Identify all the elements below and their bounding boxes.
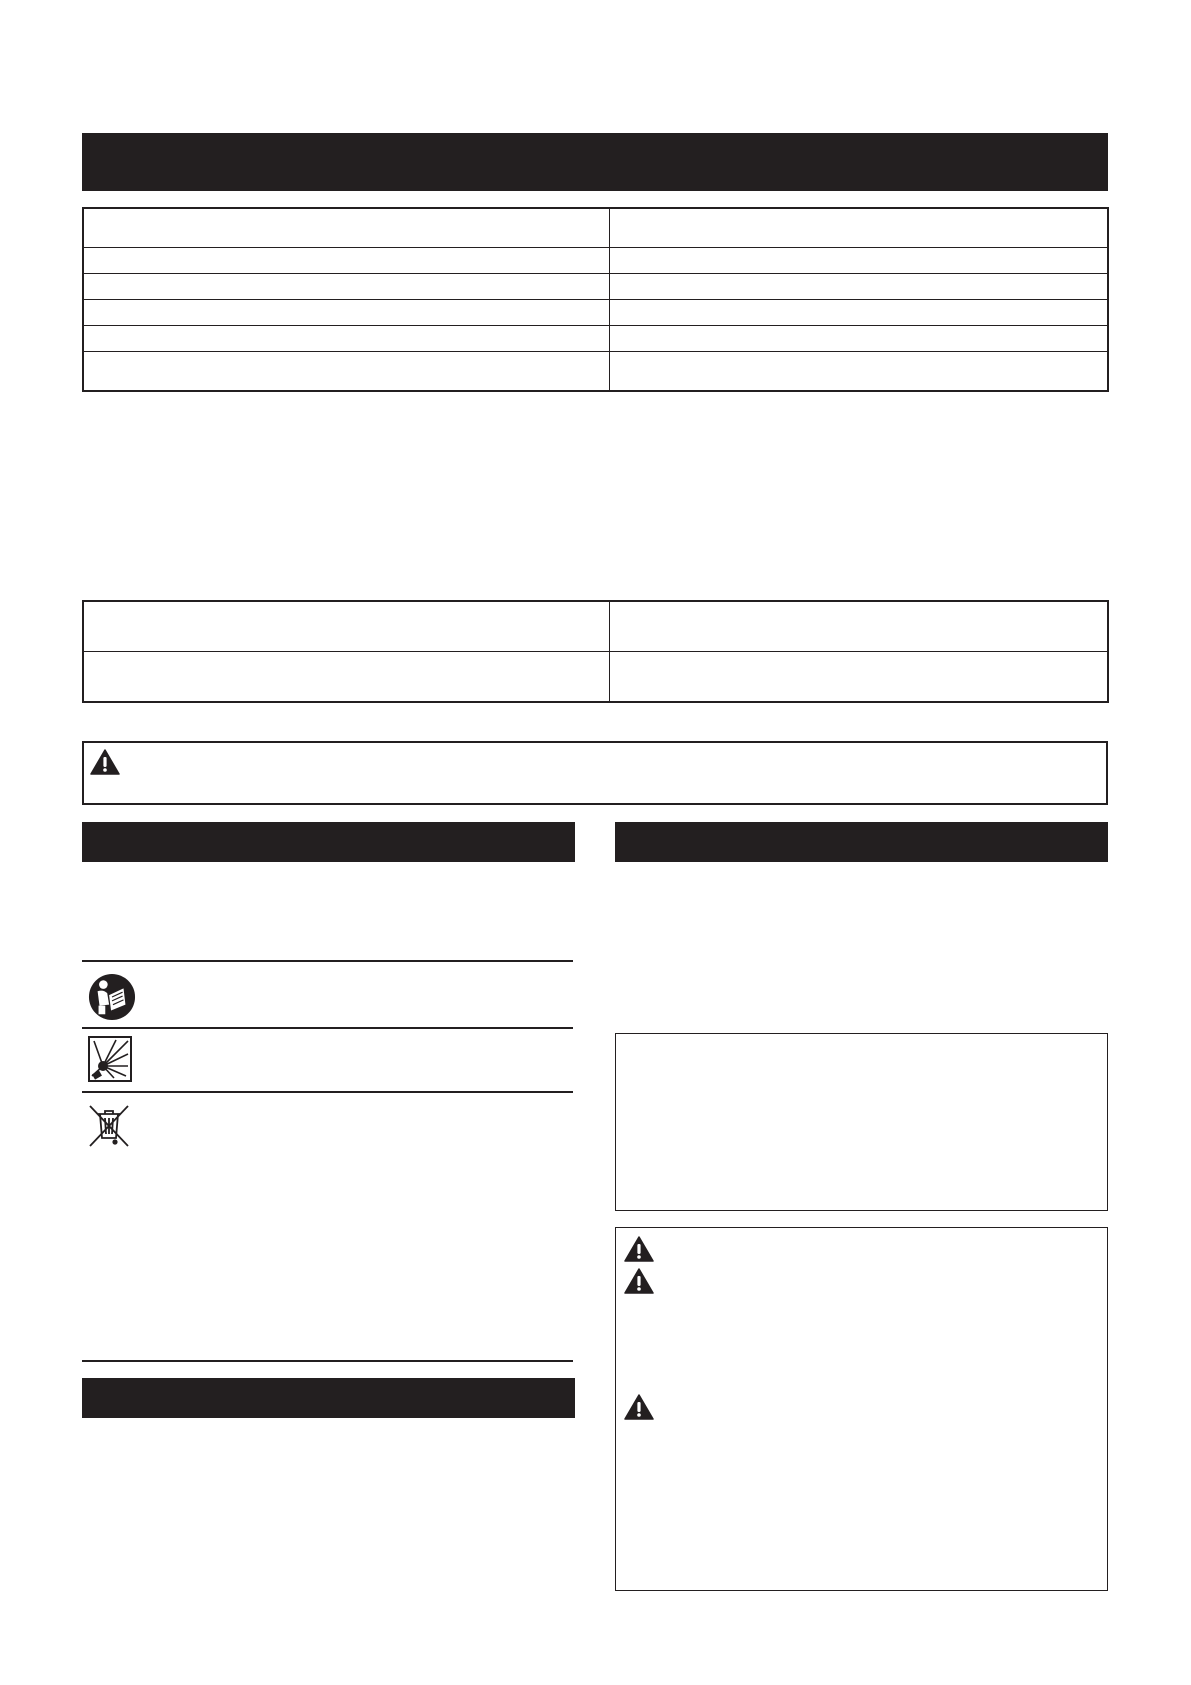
section-header-bar [615, 822, 1108, 862]
info-value [609, 601, 1108, 652]
divider [82, 1027, 573, 1029]
spec-value [609, 299, 1108, 325]
table-row [83, 299, 1108, 325]
spec-label [83, 208, 609, 247]
spec-label [83, 247, 609, 273]
table-row [83, 247, 1108, 273]
page-title-bar [82, 133, 1108, 191]
info-label [83, 601, 609, 652]
crossed-out-bin-icon [88, 1104, 130, 1148]
info-label [83, 652, 609, 703]
warning-triangle-icon [624, 1268, 654, 1294]
warning-triangle-icon [90, 749, 120, 775]
spec-label [83, 273, 609, 299]
spec-value [609, 247, 1108, 273]
table-row [83, 601, 1108, 652]
note-box [615, 1033, 1108, 1211]
info-table [82, 600, 1109, 703]
divider [82, 1091, 573, 1093]
warning-box [82, 741, 1108, 805]
info-value [609, 652, 1108, 703]
spec-label [83, 326, 609, 352]
table-row [83, 352, 1108, 391]
safety-warnings-box [615, 1227, 1108, 1591]
divider [82, 960, 573, 962]
spec-label [83, 352, 609, 391]
spec-value [609, 273, 1108, 299]
table-row [83, 326, 1108, 352]
specification-table [82, 207, 1109, 392]
divider [82, 1360, 573, 1362]
spec-value [609, 208, 1108, 247]
spec-label [83, 299, 609, 325]
section-header-bar [82, 822, 575, 862]
warning-triangle-icon [624, 1236, 654, 1262]
table-row [83, 208, 1108, 247]
explosion-hazard-icon [88, 1036, 132, 1082]
table-row [83, 652, 1108, 703]
spec-value [609, 326, 1108, 352]
read-manual-icon [88, 973, 136, 1021]
section-header-bar [82, 1378, 575, 1418]
table-row [83, 273, 1108, 299]
warning-triangle-icon [624, 1394, 654, 1420]
spec-value [609, 352, 1108, 391]
